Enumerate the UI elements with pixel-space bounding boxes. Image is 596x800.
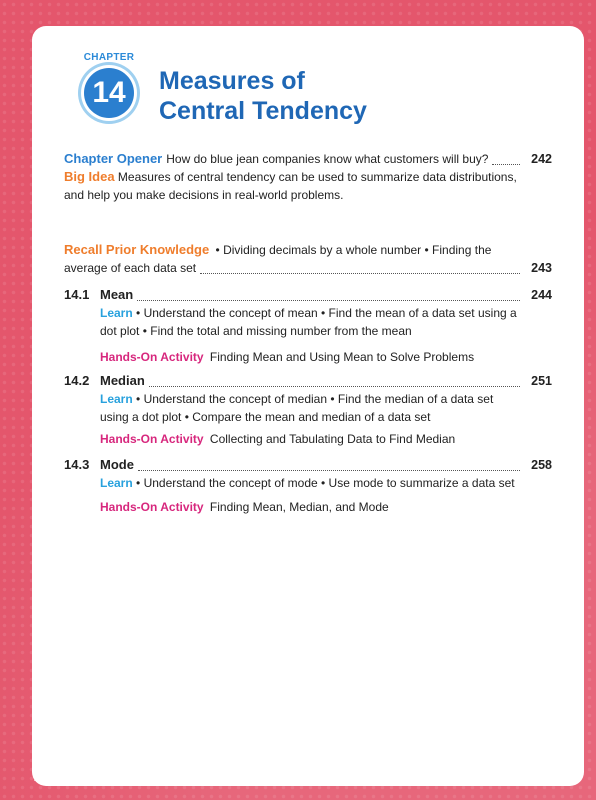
section-14-2-entry[interactable] (64, 372, 552, 448)
chapter-opener-text: How do blue jean companies know what customers will buy? (166, 152, 489, 166)
section-page: 251 (531, 374, 552, 388)
chapter-title-line-2: Central Tendency (159, 97, 367, 125)
section-14-3-entry[interactable] (64, 456, 552, 516)
section-page: 258 (531, 458, 552, 472)
section-title: Mode (100, 457, 134, 472)
big-idea-text-line-2: and help you make decisions in real-world problems. (64, 188, 344, 202)
learn-text-line-1: • Understand the concept of mean • Find the mean of a data set using a (136, 306, 517, 320)
page-folio: xii (34, 773, 43, 783)
section-number: 14.3 (64, 457, 90, 472)
section-title: Median (100, 373, 145, 388)
chapter-number-circle (84, 68, 134, 118)
chapter-title (159, 66, 459, 126)
dot-leader (138, 470, 520, 471)
learn-label: Learn (100, 306, 133, 320)
recall-text-line-1: • Dividing decimals by a whole number • Finding the (215, 243, 492, 257)
chapter-opener-entry[interactable] (64, 150, 552, 204)
big-idea-text-line-1: Measures of central tendency can be used to summarize data distributions, (117, 170, 517, 184)
dot-leader (137, 300, 520, 301)
big-idea-label: Big Idea (64, 169, 115, 184)
hands-on-label: Hands-On Activity (100, 432, 204, 446)
hands-on-text: Finding Mean, Median, and Mode (209, 500, 389, 514)
recall-text-line-2: average of each data set (64, 261, 197, 275)
recall-entry[interactable] (64, 241, 552, 277)
section-number: 14.1 (64, 287, 90, 302)
section-page: 244 (531, 288, 552, 302)
learn-text-line-2: using a dot plot • Compare the mean and median of a data set (100, 410, 431, 424)
chapter-opener-label: Chapter Opener (64, 151, 163, 166)
section-number: 14.2 (64, 373, 90, 388)
learn-label: Learn (100, 476, 133, 490)
chapter-badge (76, 52, 142, 134)
chapter-label: CHAPTER (83, 52, 135, 63)
section-title: Mean (100, 287, 134, 302)
recall-label: Recall Prior Knowledge (64, 242, 210, 257)
hands-on-text: Finding Mean and Using Mean to Solve Problems (209, 350, 475, 364)
dot-leader (200, 273, 520, 274)
learn-text-line-2: dot plot • Find the total and missing number from the mean (100, 324, 412, 338)
chapter-number: 14 (92, 76, 126, 109)
dot-leader (149, 386, 520, 387)
chapter-opener-page: 242 (531, 152, 552, 166)
learn-label: Learn (100, 392, 133, 406)
section-14-1-entry[interactable] (64, 286, 552, 366)
learn-text-line-1: • Understand the concept of median • Find the median of a data set (136, 392, 494, 406)
hands-on-label: Hands-On Activity (100, 500, 204, 514)
learn-text-line-1: • Understand the concept of mode • Use mode to summarize a data set (136, 476, 515, 490)
hands-on-label: Hands-On Activity (100, 350, 204, 364)
dot-leader (492, 164, 520, 165)
hands-on-text: Collecting and Tabulating Data to Find Median (209, 432, 456, 446)
recall-page: 243 (531, 261, 552, 275)
book-page (32, 26, 584, 786)
chapter-title-line-1: Measures of (159, 67, 305, 95)
